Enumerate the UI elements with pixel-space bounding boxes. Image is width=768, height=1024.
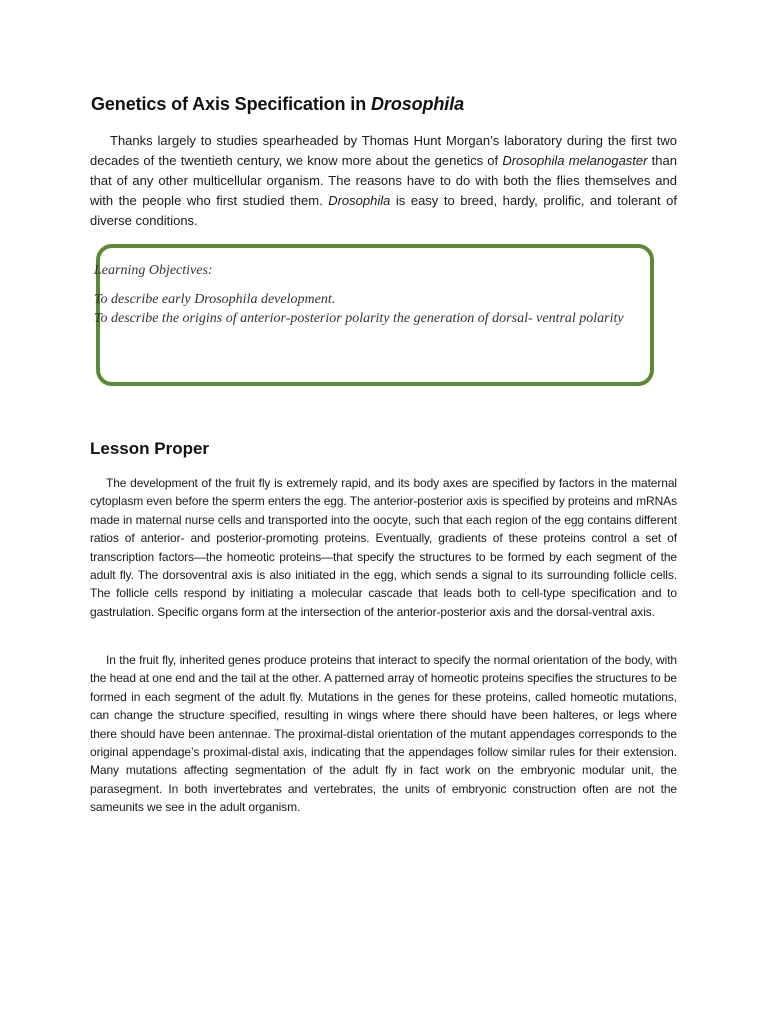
page-title-prefix: Genetics of Axis Specification in xyxy=(91,94,372,114)
learning-objective-item: To describe early Drosophila development. xyxy=(94,291,336,307)
intro-italic-1: Drosophila melanogaster xyxy=(502,153,648,168)
section-heading-lesson-proper: Lesson Proper xyxy=(90,439,210,458)
lesson-paragraph: In the fruit fly, inherited genes produce proteins that interact to specify the normal orientation of the body, with the head at one end and the tail at the other. A patterned array of homeotic proteins specifies the structures to be formed in each segment of the adult fly. Mutations in the genes for these proteins, called homeotic mutations, can change the structure specified, resulting in wings where there should have been halteres, or legs where there should have been antennae. The proximal-distal orientation of the mutant appendages corresponds to the original appendage’s proximal-distal axis, indicating that the appendages follow similar rules for their extension. Many mutations affecting segmentation of the adult fly in fact work on the embryonic modular unit, the parasegment. In both invertebrates and vertebrates, the units of embryonic construction often are not the sameunits we see in the adult organism. xyxy=(90,653,677,815)
intro-italic-2: Drosophila xyxy=(328,193,391,208)
intro-text-3: is easy to breed, hardy, prolific, and tolerant of diverse conditions. xyxy=(90,193,677,228)
intro-paragraph xyxy=(90,131,677,231)
page-title-italic: Drosophila xyxy=(371,94,465,114)
intro-text-1: Thanks largely to studies spearheaded by Thomas Hunt Morgan’s laboratory during the first two decades of the twentieth century, we know more about the genetics of xyxy=(90,133,677,168)
page-title xyxy=(91,94,464,115)
learning-objectives-text xyxy=(94,261,639,329)
lesson-paragraph: The development of the fruit fly is extremely rapid, and its body axes are specified by factors in the maternal cytoplasm even before the sperm enters the egg. The anterior-posterior axis is specified by proteins and mRNAs made in maternal nurse cells and transported into the oocyte, such that each region of the egg contains different ratios of anterior- and posterior-promoting proteins. Eventually, gradients of these proteins control a set of transcription factors—the homeotic proteins—that specify the structures to be formed by each segment of the adult fly. The dorsoventral axis is also initiated in the egg, which sends a signal to its surrounding follicle cells. The follicle cells respond by initiating a molecular cascade that leads both to cell-type specification and to gastrulation. Specific organs form at the intersection of the anterior-posterior axis and the dorsal-ventral axis. xyxy=(90,476,677,619)
intro-text-2: than that of any other multicellular organism. The reasons have to do with both the flies themselves and with the people who first studied them. xyxy=(90,153,677,208)
learning-objectives-title: Learning Objectives: xyxy=(94,263,213,278)
learning-objective-item: To describe the origins of anterior-posterior polarity the generation of dorsal- ventral polarity xyxy=(94,311,624,326)
